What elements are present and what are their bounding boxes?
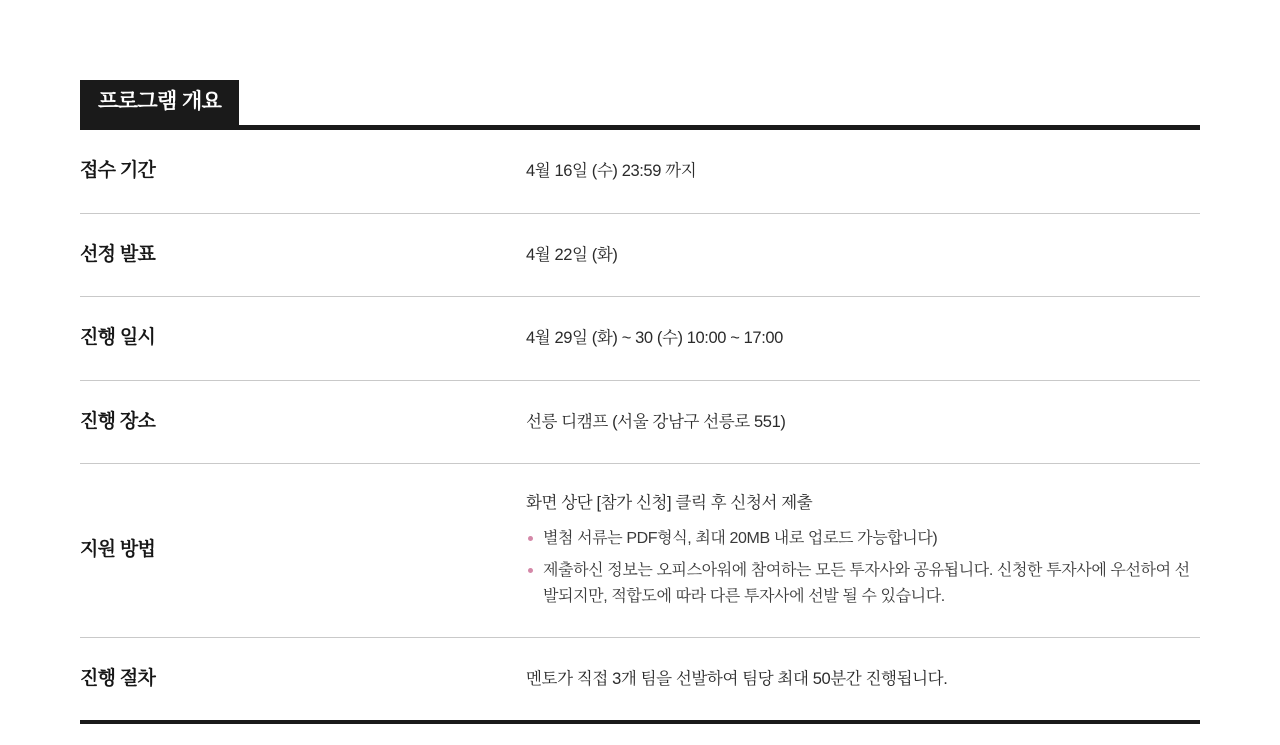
row-label-text: 진행 장소 [80, 410, 156, 432]
table-row [80, 637, 1200, 720]
apply-method-lead: 화면 상단 [참가 신청] 클릭 후 신청서 제출 [526, 494, 813, 513]
row-label-text: 진행 절차 [80, 667, 156, 689]
row-value-text: 4월 22일 (화) [526, 245, 618, 264]
table-row [80, 464, 1200, 637]
row-label-application-period [80, 130, 526, 213]
table-row [80, 297, 1200, 381]
row-label-text: 접수 기간 [80, 160, 156, 182]
row-value-application-period [526, 130, 1200, 213]
overview-table [80, 130, 1200, 720]
section-title-row [80, 80, 1200, 125]
list-item: 별첨 서류는 PDF형식, 최대 20MB 내로 업로드 가능합니다) [526, 526, 1200, 552]
row-label-event-datetime [80, 297, 526, 381]
row-value-text: 4월 16일 (수) 23:59 까지 [526, 162, 697, 181]
row-label-process [80, 637, 526, 720]
row-label-announcement [80, 213, 526, 297]
apply-method-notes [526, 526, 1200, 610]
row-value-announcement [526, 213, 1200, 297]
table-row [80, 130, 1200, 213]
row-label-text: 지원 방법 [80, 539, 156, 561]
list-item: 제출하신 정보는 오피스아워에 참여하는 모든 투자사와 공유됩니다. 신청한 투자사에 우선하여 선발되지만, 적합도에 따라 다른 투자사에 선발 될 수 있습니다. [526, 558, 1200, 610]
row-value-event-datetime [526, 297, 1200, 381]
program-overview-section [80, 80, 1200, 724]
row-label-text: 진행 일시 [80, 327, 156, 349]
row-value-text: 선릉 디캠프 (서울 강남구 선릉로 551) [526, 412, 786, 431]
row-label-apply-method [80, 464, 526, 637]
table-row [80, 213, 1200, 297]
row-value-venue [526, 380, 1200, 464]
row-value-text: 멘토가 직접 3개 팀을 선발하여 팀당 최대 50분간 진행됩니다. [526, 669, 948, 688]
table-row [80, 380, 1200, 464]
row-value-text: 4월 29일 (화) ~ 30 (수) 10:00 ~ 17:00 [526, 329, 783, 348]
row-label-venue [80, 380, 526, 464]
apply-method-content [526, 464, 1200, 636]
page-title: 프로그램 개요 [80, 80, 239, 125]
row-label-text: 선정 발표 [80, 243, 156, 265]
row-value-process [526, 637, 1200, 720]
section-bottom-rule [80, 720, 1200, 724]
row-value-apply-method [526, 464, 1200, 637]
